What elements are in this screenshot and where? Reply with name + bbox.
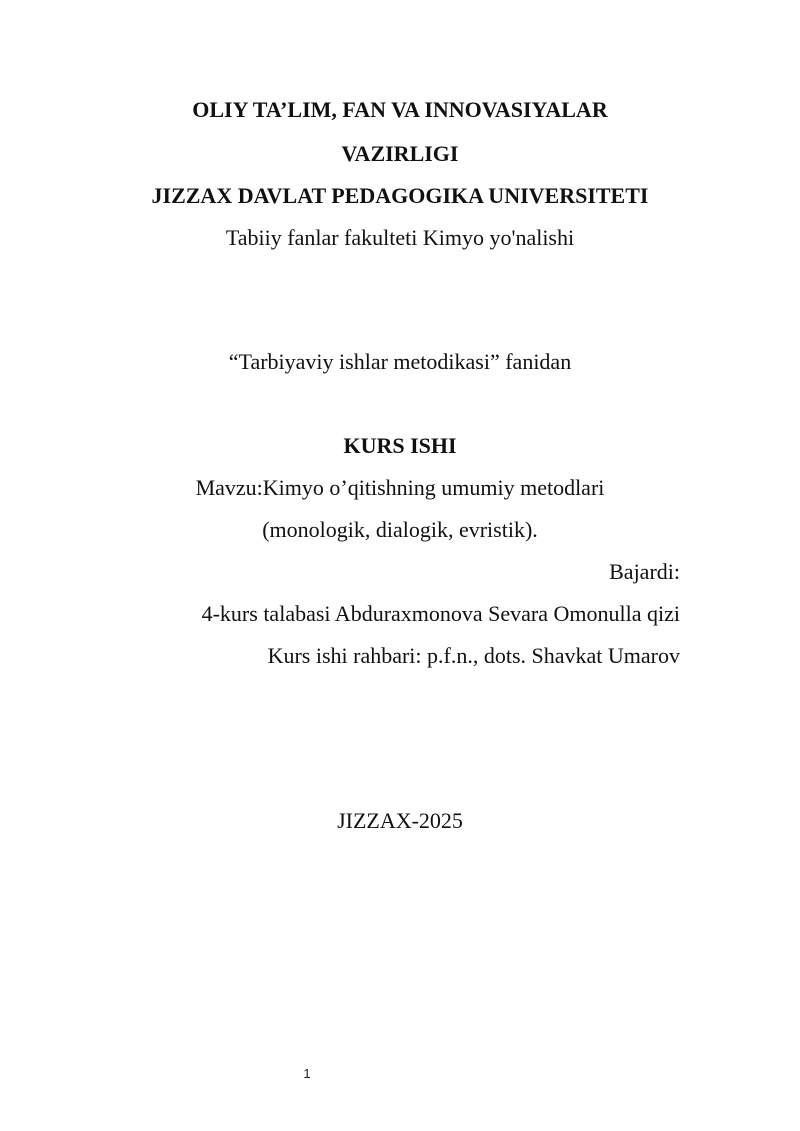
subject-line: “Tarbiyaviy ishlar metodikasi” fanidan <box>228 349 572 374</box>
supervisor-name: Kurs ishi rahbari: p.f.n., dots. Shavkat Umarov <box>267 643 680 668</box>
topic-line-2: (monologik, dialogik, evristik). <box>262 517 538 542</box>
city-year: JIZZAX-2025 <box>337 808 463 833</box>
faculty-name: Tabiiy fanlar fakulteti Kimyo yo'nalishi <box>225 225 575 250</box>
student-name: 4-kurs talabasi Abduraxmonova Sevara Omonulla qizi <box>201 601 680 626</box>
ministry-line-2: VAZIRLIGI <box>341 141 459 166</box>
university-name: JIZZAX DAVLAT PEDAGOGIKA UNIVERSITETI <box>151 183 649 208</box>
done-by-label: Bajardi: <box>609 559 680 584</box>
page-number: 1 <box>303 1066 311 1081</box>
work-title: KURS ISHI <box>343 433 457 458</box>
topic-line-1: Mavzu:Kimyo o’qitishning umumiy metodlari <box>195 475 605 500</box>
ministry-line-1: OLIY TA’LIM, FAN VA INNOVASIYALAR <box>192 97 608 122</box>
